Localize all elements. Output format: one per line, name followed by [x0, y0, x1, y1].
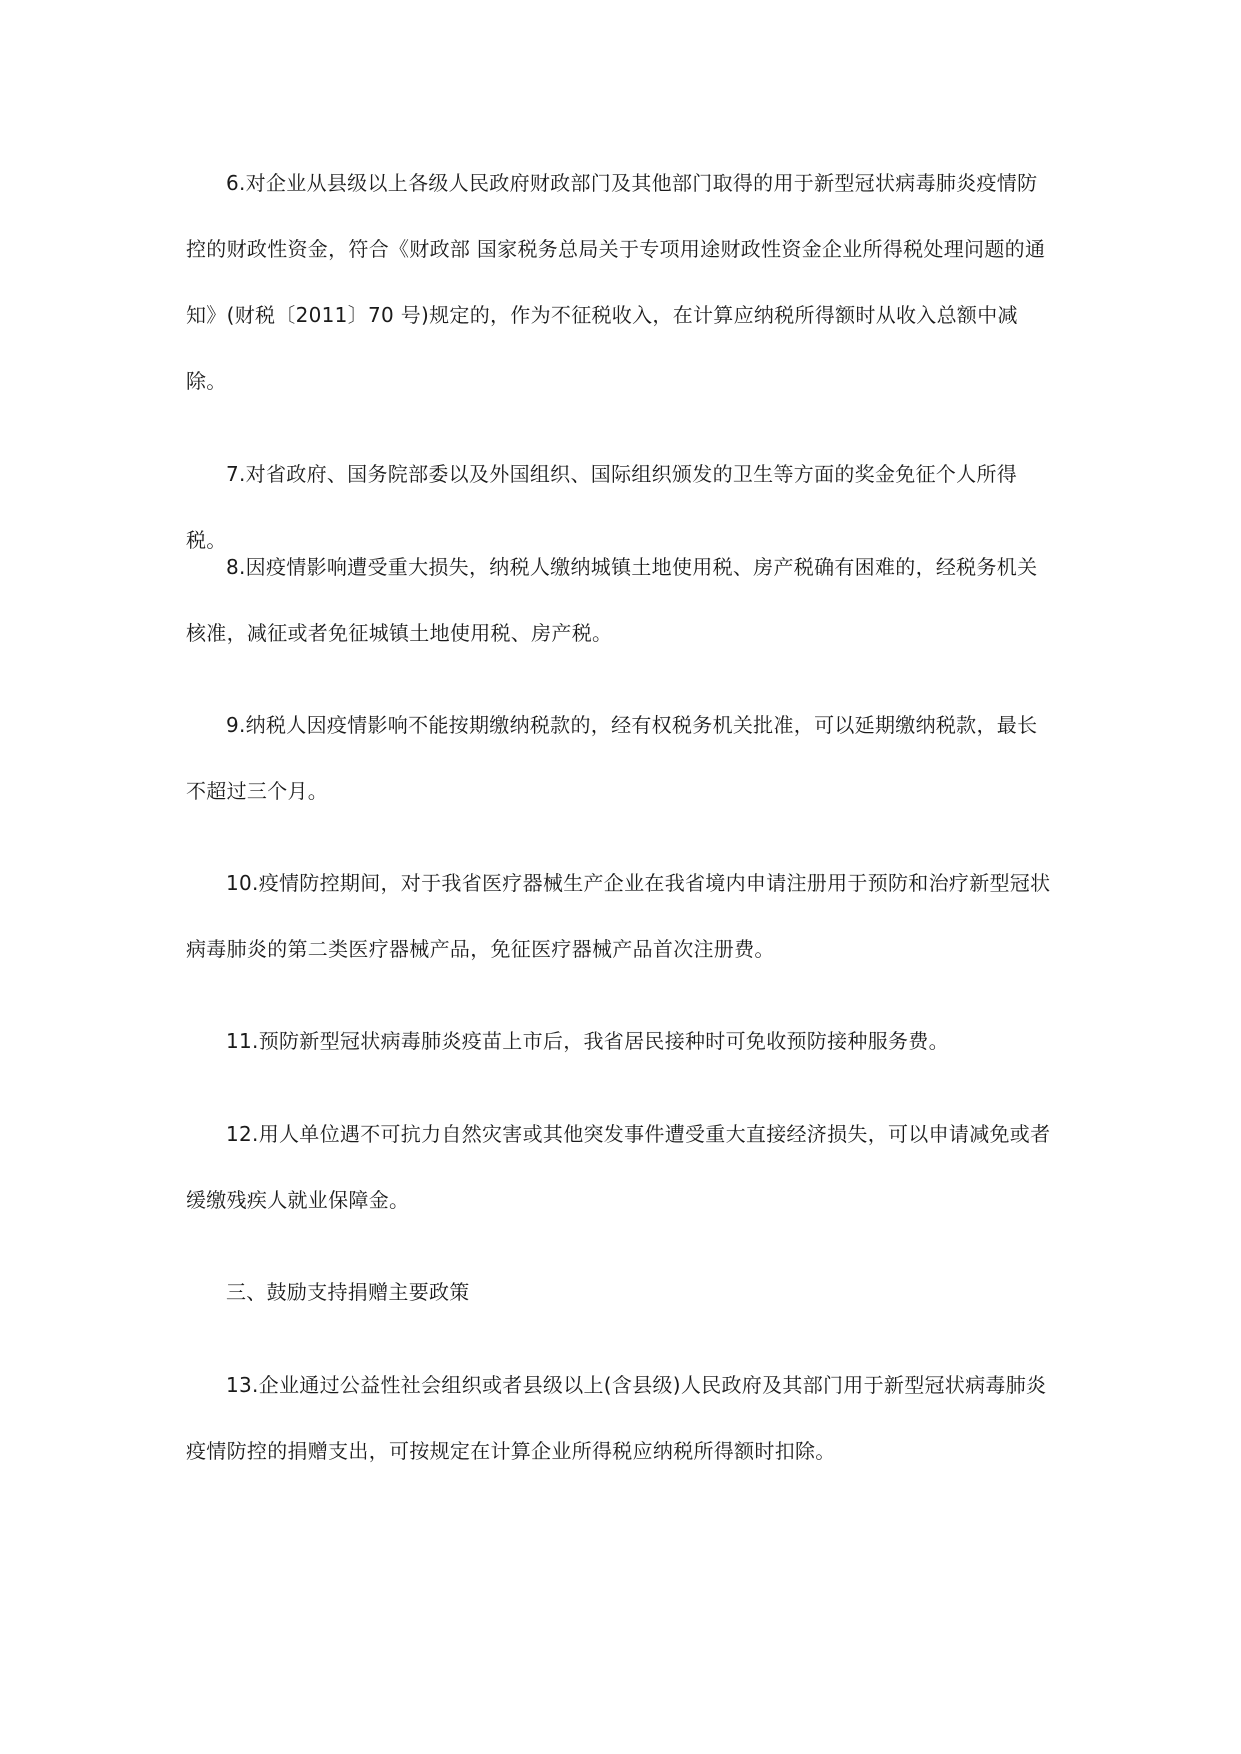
section-heading-3: 三、鼓励支持捐赠主要政策	[226, 1280, 470, 1304]
paragraph-item-10: 10.疫情防控期间，对于我省医疗器械生产企业在我省境内申请注册用于预防和治疗新型冠状病毒肺炎的第二类医疗器械产品，免征医疗器械产品首次注册费。	[186, 871, 1051, 961]
paragraph-item-13: 13.企业通过公益性社会组织或者县级以上(含县级)人民政府及其部门用于新型冠状病毒肺炎疫情防控的捐赠支出，可按规定在计算企业所得税应纳税所得额时扣除。	[186, 1373, 1047, 1463]
paragraph-item-7: 7.对省政府、国务院部委以及外国组织、国际组织颁发的卫生等方面的奖金免征个人所得税。	[186, 462, 1018, 552]
paragraph-item-6: 6.对企业从县级以上各级人民政府财政部门及其他部门取得的用于新型冠状病毒肺炎疫情防控的财政性资金，符合《财政部 国家税务总局关于专项用途财政性资金企业所得税处理问题的通知》(财税〔2011〕70 号)规定的，作为不征税收入，在计算应纳税所得额时从收入总额中减除。	[186, 171, 1046, 393]
paragraph-item-12: 12.用人单位遇不可抗力自然灾害或其他突发事件遭受重大直接经济损失，可以申请减免或者缓缴残疾人就业保障金。	[186, 1122, 1051, 1212]
paragraph-item-8: 8.因疫情影响遭受重大损失，纳税人缴纳城镇土地使用税、房产税确有困难的，经税务机关核准，减征或者免征城镇土地使用税、房产税。	[186, 555, 1038, 645]
paragraph-item-9: 9.纳税人因疫情影响不能按期缴纳税款的，经有权税务机关批准，可以延期缴纳税款，最长不超过三个月。	[186, 713, 1038, 803]
paragraph-item-11: 11.预防新型冠状病毒肺炎疫苗上市后，我省居民接种时可免收预防接种服务费。	[226, 1029, 949, 1053]
